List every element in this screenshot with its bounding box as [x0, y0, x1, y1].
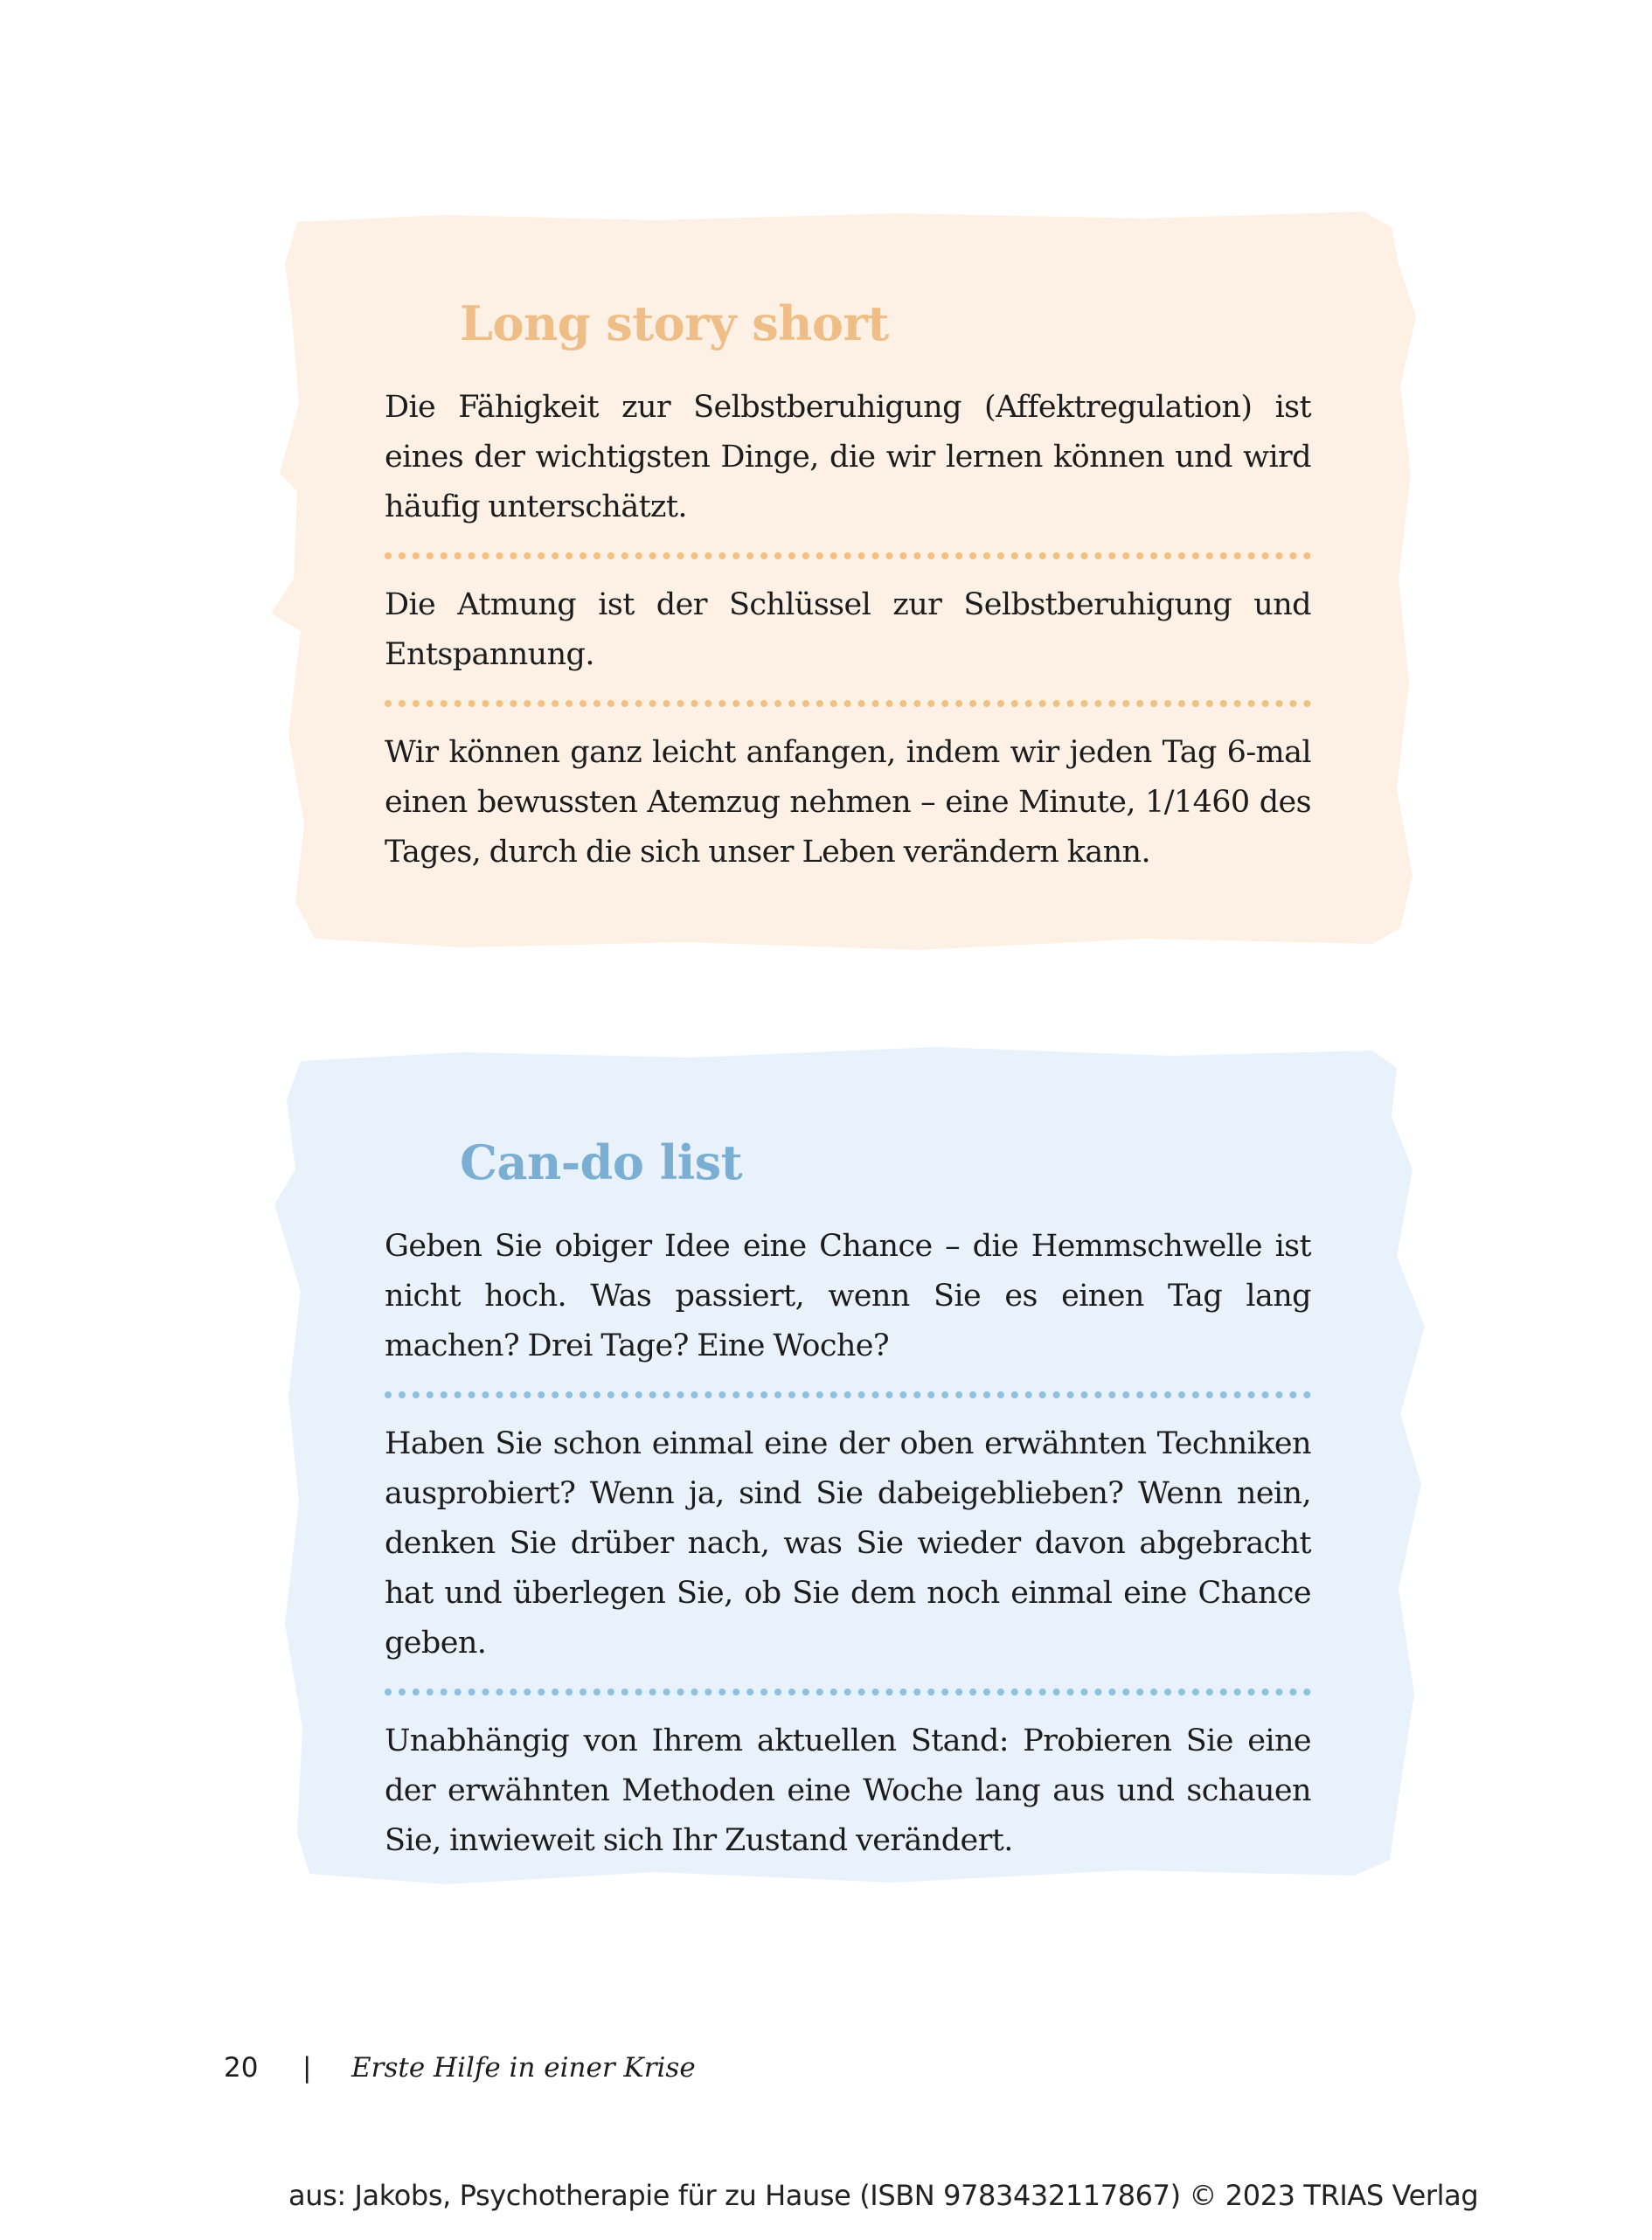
- page-footer: [224, 2050, 696, 2085]
- dotted-divider: [385, 700, 1311, 707]
- section-heading: Long story short: [460, 295, 889, 351]
- dotted-divider: [385, 1391, 1311, 1398]
- paragraph: Geben Sie obiger Idee eine Chance – die Hemmschwelle ist nicht hoch. Was passiert, wenn Sie es einen Tag lang machen? Drei Tage? Eine Woche?: [385, 1229, 1311, 1363]
- section-heading: Can-do list: [460, 1134, 743, 1190]
- dotted-divider: [385, 552, 1311, 559]
- long-story-short-box: [288, 212, 1416, 950]
- page-number: 20: [224, 2052, 259, 2084]
- paragraph: Unabhängig von Ihrem aktuellen Stand: Probieren Sie eine der erwähnten Methoden eine Woche lang aus und schauen Sie, inwieweit sich Ihr Zustand verändert.: [385, 1723, 1311, 1858]
- paragraph: Die Atmung ist der Schlüssel zur Selbstberuhigung und Entspannung.: [385, 587, 1311, 672]
- can-do-list-box: [288, 1047, 1416, 1886]
- footer-separator: |: [302, 2052, 312, 2084]
- chapter-title: Erste Hilfe in einer Krise: [351, 2052, 696, 2084]
- paragraph: Haben Sie schon einmal eine der oben erwähnten Techniken ausprobiert? Wenn ja, sind Sie dabeigeblieben? Wenn nein, denken Sie drüber nach, was Sie wieder davon abgebracht hat und überlegen Sie, ob Sie dem noch einmal eine Chance geben.: [385, 1426, 1311, 1661]
- paragraph: Wir können ganz leicht anfangen, indem wir jeden Tag 6-mal einen bewussten Atemzug nehmen – eine Minute, 1/1460 des Tages, durch die sich unser Leben verändern kann.: [385, 735, 1311, 870]
- dotted-divider: [385, 1689, 1311, 1696]
- paragraph: Die Fähigkeit zur Selbstberuhigung (Affektregulation) ist eines der wichtigsten Dinge, die wir lernen können und wird häufig unterschätzt.: [385, 390, 1311, 524]
- source-credit: aus: Jakobs, Psychotherapie für zu Hause (ISBN 9783432117867) © 2023 TRIAS Verlag: [288, 2179, 1479, 2212]
